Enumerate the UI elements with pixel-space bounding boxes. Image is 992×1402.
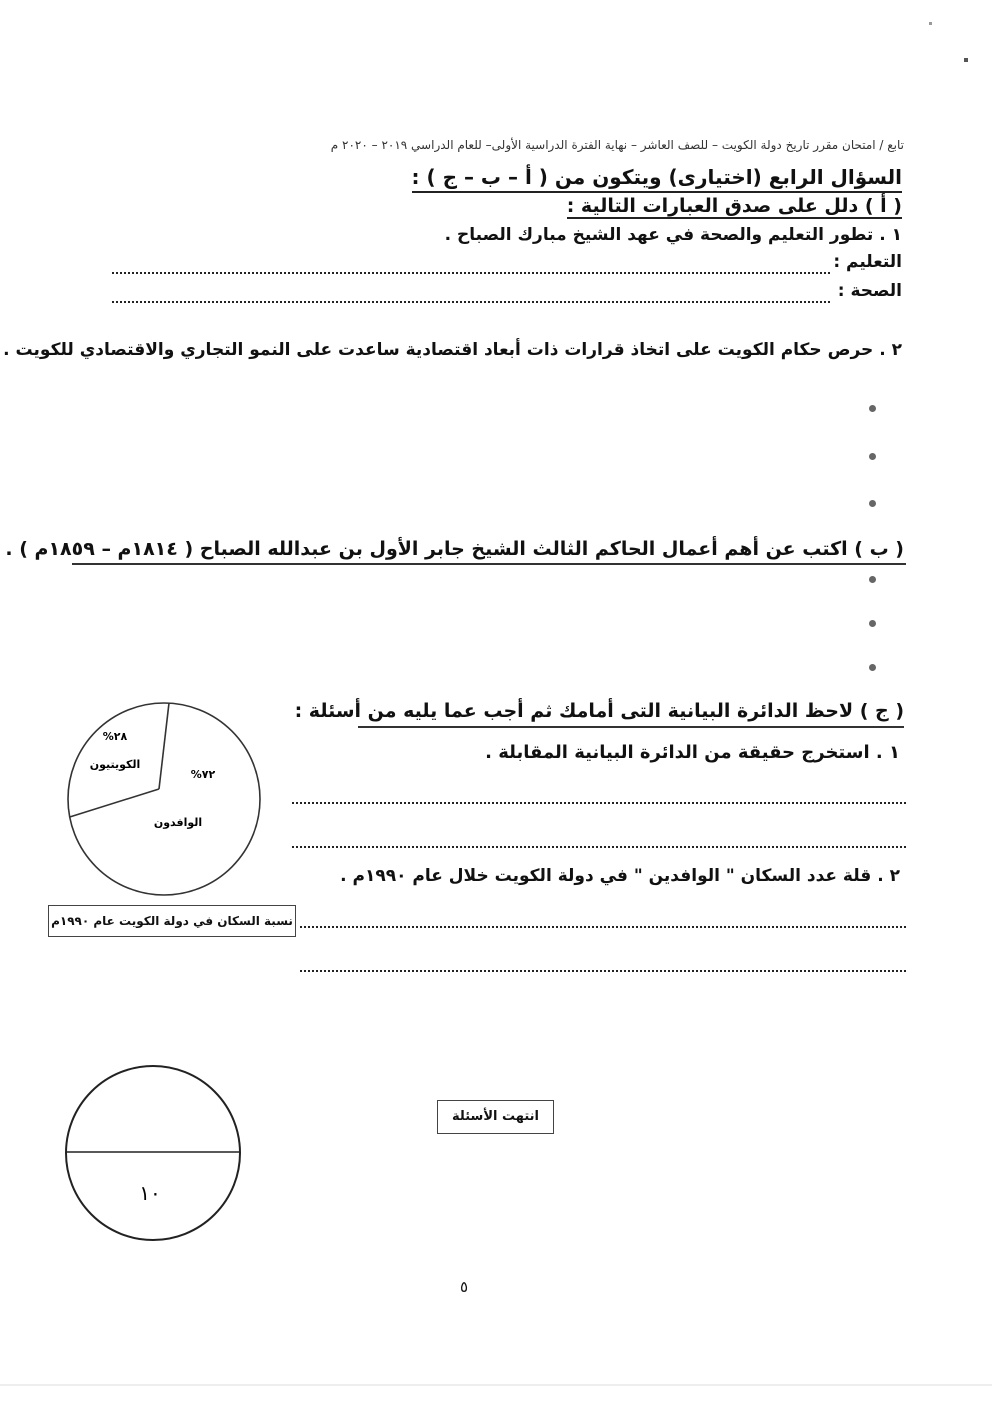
part-c-item-2: ٢ . قلة عدد السكان " الوافدين " في دولة الكويت خلال عام ١٩٩٠م . xyxy=(340,866,900,886)
health-answer-line[interactable] xyxy=(112,291,830,303)
end-of-questions-box: انتهت الأسئلة xyxy=(437,1100,554,1134)
part-a-heading xyxy=(567,195,902,217)
part-a-heading-text: ( أ ) دلل على صدق العبارات التالية : xyxy=(566,195,902,217)
bullet-answer-point[interactable] xyxy=(869,453,876,460)
pie-value-label-expatriates: %٧٢ xyxy=(190,768,216,781)
page-number: ٥ xyxy=(460,1278,469,1296)
part-c-answer-line-3[interactable] xyxy=(300,916,906,928)
pie-slice-label-kuwaitis: الكويتيون xyxy=(89,758,141,771)
score-value: ١٠ xyxy=(139,1181,161,1205)
education-answer-line[interactable] xyxy=(112,262,830,274)
question-4-title-text: السؤال الرابع (اختيارى) ويتكون من ( أ – ب – ج ) : xyxy=(412,165,902,193)
part-a-item-2: ٢ . حرص حكام الكويت على اتخاذ قرارات ذات أبعاد اقتصادية ساعدت على النمو التجاري والاقتصادي للكويت . xyxy=(3,340,902,360)
part-c-heading: ( ج ) لاحظ الدائرة البيانية التى أمامك ثم أجب عما يليه من أسئلة : xyxy=(294,700,904,722)
part-c-answer-line-2[interactable] xyxy=(292,836,906,848)
question-4-title xyxy=(82,165,902,189)
pie-chart-title: نسبة السكان في دولة الكويت عام ١٩٩٠م xyxy=(48,905,296,937)
part-c-answer-line-1[interactable] xyxy=(292,792,906,804)
score-circle xyxy=(58,1058,248,1248)
pie-slice-label-expatriates: الوافدون xyxy=(153,816,203,829)
pie-slice-boundary-expatriates xyxy=(70,789,159,817)
score-circle-outline xyxy=(66,1066,240,1240)
bullet-answer-point[interactable] xyxy=(869,500,876,507)
pie-slice-boundary-kuwaitis xyxy=(159,703,169,789)
part-b-underline xyxy=(72,563,906,565)
part-c-item-1: ١ . استخرج حقيقة من الدائرة البيانية المقابلة . xyxy=(485,742,900,763)
part-c-underline xyxy=(358,726,904,728)
health-label: الصحة : xyxy=(837,281,902,301)
education-label: التعليم : xyxy=(833,252,902,272)
bullet-answer-point[interactable] xyxy=(869,664,876,671)
population-pie-chart xyxy=(55,700,275,910)
exam-header: تابع / امتحان مقرر تاريخ دولة الكويت – للصف العاشر – نهاية الفترة الدراسية الأولى– للعام الدراسي ٢٠١٩ – ٢٠٢٠ م xyxy=(330,138,904,152)
scan-edge xyxy=(0,1384,992,1386)
part-c-answer-line-4[interactable] xyxy=(300,960,906,972)
part-b-heading: ( ب ) اكتب عن أهم أعمال الحاكم الثالث الشيخ جابر الأول بن عبدالله الصباح ( ١٨١٤م – ١٨٥٩م ) . xyxy=(5,538,904,560)
scan-mark xyxy=(964,58,968,62)
bullet-answer-point[interactable] xyxy=(869,620,876,627)
pie-value-label-kuwaitis: %٢٨ xyxy=(102,730,128,743)
scan-mark xyxy=(929,22,932,25)
bullet-answer-point[interactable] xyxy=(869,405,876,412)
bullet-answer-point[interactable] xyxy=(869,576,876,583)
part-a-item-1: ١ . تطور التعليم والصحة في عهد الشيخ مبارك الصباح . xyxy=(444,225,902,245)
pie-outline xyxy=(68,703,260,895)
